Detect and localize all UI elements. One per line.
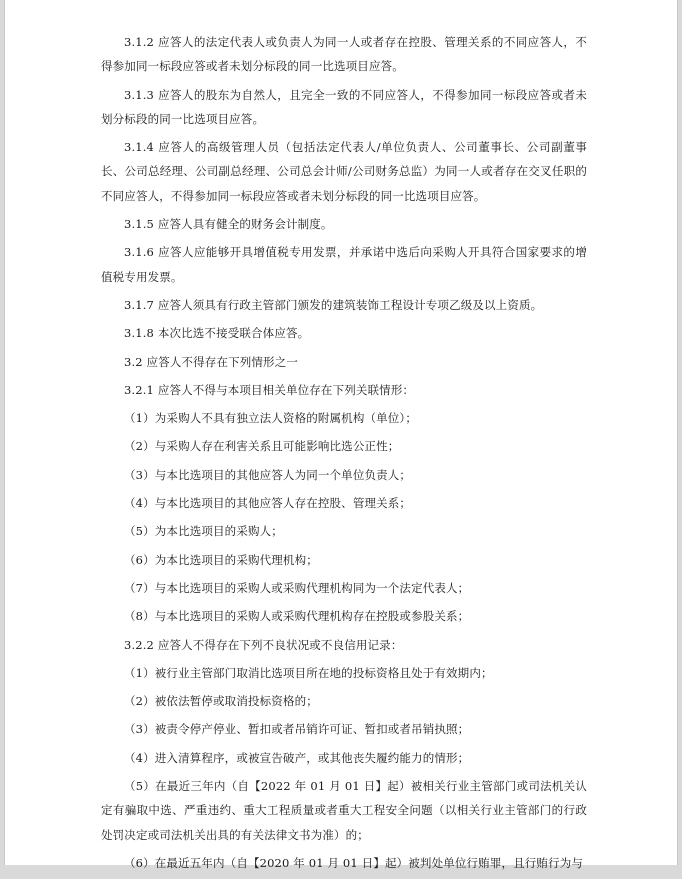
list-item: （5）为本比选项目的采购人；: [124, 524, 283, 539]
list-item: （3）被责令停产停业、暂扣或者吊销许可证、暂扣或者吊销执照；: [124, 722, 470, 737]
list-item: （1）被行业主管部门取消比选项目所在地的投标资格且处于有效期内；: [124, 665, 493, 680]
list-item: （2）被依法暂停或取消投标资格的；: [124, 694, 318, 709]
list-item: （5）在最近三年内（自【2022 年 01 月 01 日】起）被相关行业主管部门或司法机关认定有骗取中选、严重违约、重大工程质量或者重大工程安全问题（以相关行业主管部门的行政处罚决定或司法机关出具的有关法律文书为准）的；: [101, 779, 587, 842]
list-item: （1）为采购人不具有独立法人资格的附属机构（单位）；: [124, 411, 417, 426]
clause-3-2-2: 3.2.2 应答人不得存在下列不良状况或不良信用记录：: [124, 637, 403, 652]
document-page: [4, 0, 678, 870]
clause-3-1-3: 3.1.3 应答人的股东为自然人，且完全一致的不同应答人，不得参加同一标段应答或者未划分标段的同一比选项目应答。: [101, 87, 587, 126]
list-item: （4）与本比选项目的其他应答人存在控股、管理关系；: [124, 496, 412, 511]
clause-3-1-6: 3.1.6 应答人应能够开具增值税专用发票，并承诺中选后向采购人开具符合国家要求的增值税专用发票。: [101, 245, 587, 284]
list-item: （6）为本比选项目的采购代理机构；: [124, 552, 318, 567]
clause-3-1-2: 3.1.2 应答人的法定代表人或负责人为同一人或者存在控股、管理关系的不同应答人，不得参加同一标段应答或者未划分标段的同一比选项目应答。: [101, 35, 587, 74]
clause-3-1-5: 3.1.5 应答人具有健全的财务会计制度。: [124, 217, 333, 232]
list-item: （2）与采购人存在利害关系且可能影响比选公正性；: [124, 439, 400, 454]
list-item: （3）与本比选项目的其他应答人为同一个单位负责人；: [124, 467, 412, 482]
list-item: （7）与本比选项目的采购人或采购代理机构同为一个法定代表人；: [124, 580, 470, 595]
list-item: （4）进入清算程序，或被宣告破产，或其他丧失履约能力的情形；: [124, 750, 470, 765]
clause-3-1-8: 3.1.8 本次比选不接受联合体应答。: [124, 326, 310, 341]
document-body: [101, 30, 587, 879]
clause-3-2-1: 3.2.1 应答人不得与本项目相关单位存在下列关联情形：: [124, 382, 415, 397]
section-3-2-heading: 3.2 应答人不得存在下列情形之一: [124, 354, 298, 369]
clause-3-1-4: 3.1.4 应答人的高级管理人员（包括法定代表人/单位负责人、公司董事长、公司副董事长、公司总经理、公司副总经理、公司总会计师/公司财务总监）为同一人或者存在交叉任职的不同应答人，不得参加同一标段应答或者未划分标段的同一比选项目应答。: [101, 140, 587, 203]
clause-3-1-7: 3.1.7 应答人须具有行政主管部门颁发的建筑装饰工程设计专项乙级及以上资质。: [124, 297, 543, 312]
list-item: （6）在最近五年内（自【2020 年 01 月 01 日】起）被判处单位行贿罪，且行贿行为与: [124, 855, 584, 870]
list-item: （8）与本比选项目的采购人或采购代理机构存在控股或参股关系；: [124, 609, 470, 624]
